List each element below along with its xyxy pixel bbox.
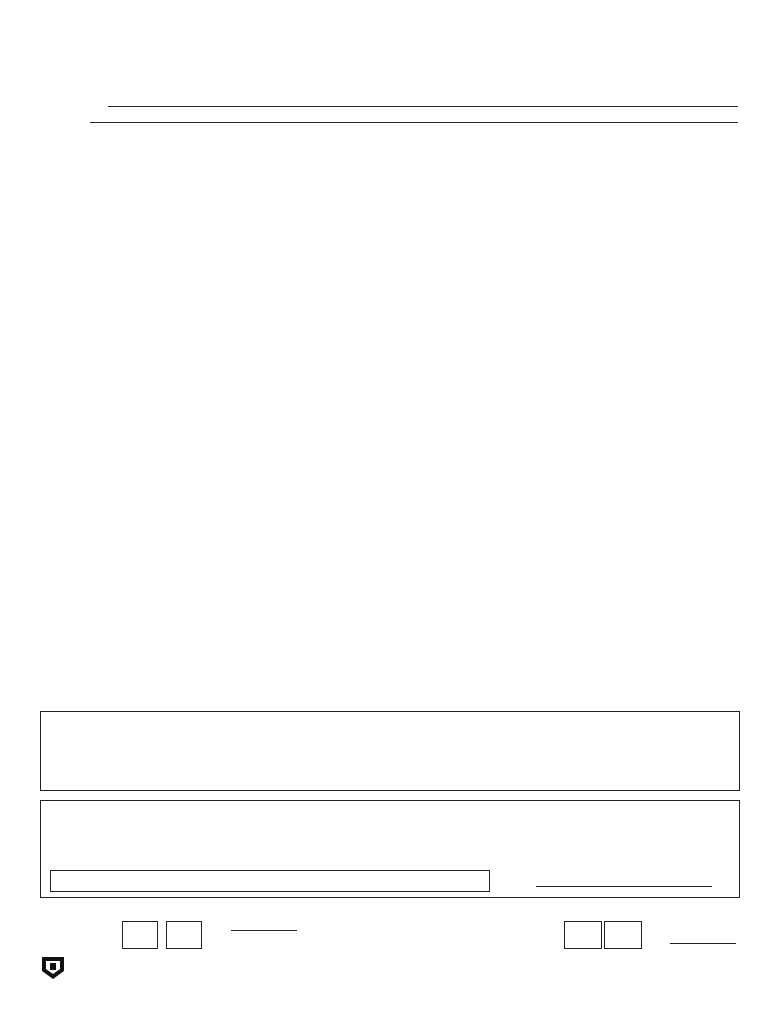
buyer-date-line[interactable] [670,943,736,944]
buyer-initial-box-1[interactable] [564,921,602,949]
seller-date-value[interactable] [231,930,297,931]
buyer-initial-box-2[interactable] [604,921,642,949]
property-underline [108,106,738,107]
par-logo-icon [40,955,66,981]
common-law-box [40,711,740,791]
executor-signature-box[interactable] [50,870,490,892]
seller-underline [90,122,738,123]
executor-date-line[interactable] [536,886,712,887]
seller-initial-box-2[interactable] [166,921,202,949]
seller-initial-box-1[interactable] [122,921,158,949]
